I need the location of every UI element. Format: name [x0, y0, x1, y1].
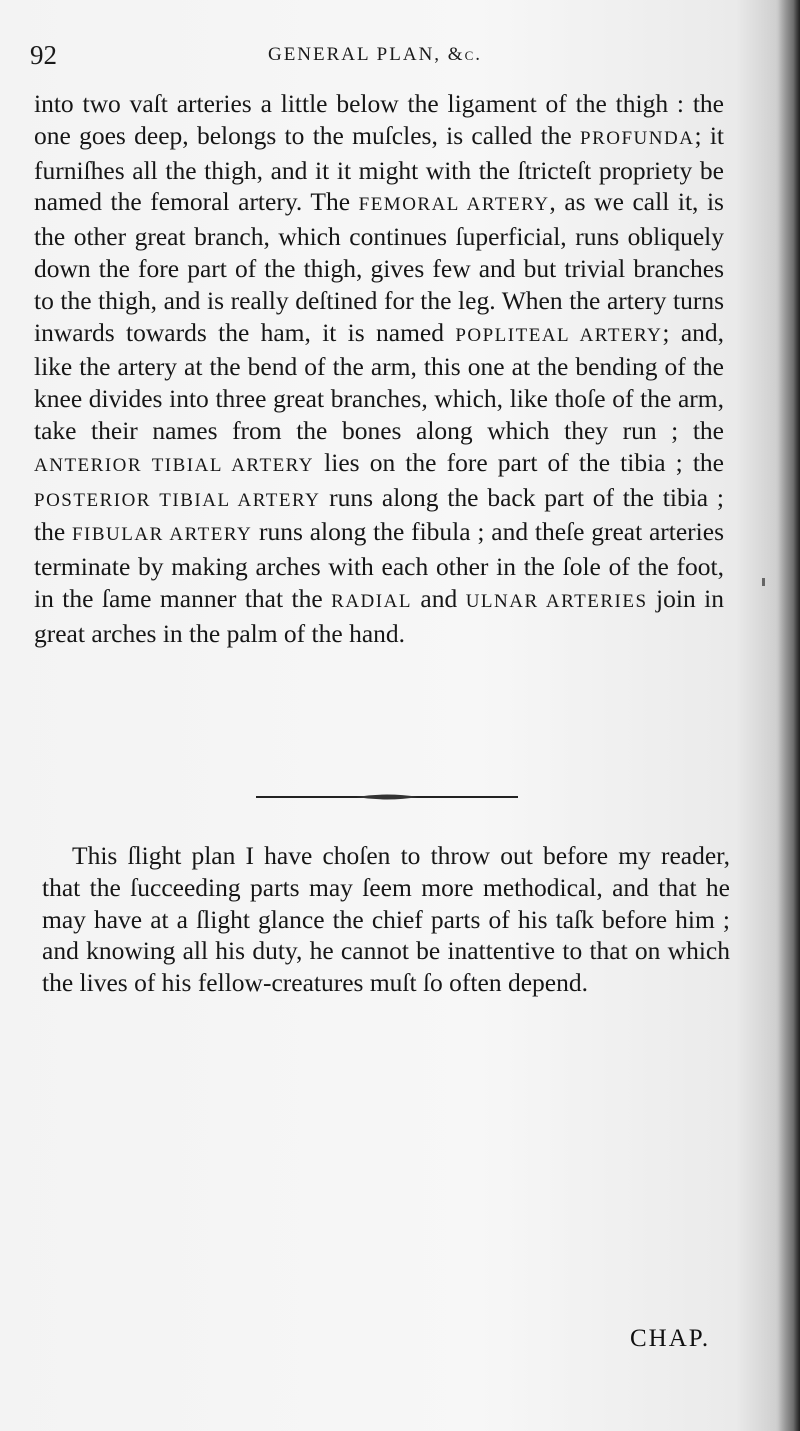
- term-femoral-artery: FEMORAL ARTERY: [358, 194, 550, 216]
- ornamental-rule: [256, 793, 518, 801]
- page-number: 92: [30, 40, 57, 70]
- text-run: , as we call it, is the other great branch, which continues ſuperficial, runs obliquely down the fore part of the thigh, gives few and but trivial branches to the thigh, and is really deſtined for the leg. When the artery turns inwards towards the ham, it is named: [34, 187, 724, 347]
- term-ulnar-arteries: ULNAR ARTERIES: [465, 590, 648, 612]
- term-popliteal-artery: POPLITEAL ARTERY: [455, 324, 663, 346]
- margin-speck: [762, 578, 765, 586]
- catchword: CHAP.: [630, 1325, 711, 1352]
- term-anterior-tibial-artery: ANTERIOR TIBIAL ARTERY: [34, 454, 315, 476]
- text-run: ; and, like the artery at the bend of the arm, this one at the bending of the knee divides into three great branches, which, like thoſe of the arm, take their names from the bones along which they run ; the: [34, 317, 725, 445]
- text-run: runs along the back part of the tibia ; the: [34, 482, 724, 547]
- paragraph-closing: This ſlight plan I have choſen to throw out before my reader, that the ſucceeding parts may ſeem more methodical, and that he may have at a ſlight glance the chief parts of his taſk before him ; and knowing all his duty, he cannot be inattentive to that on which the lives of his fellow-creatures muſt ſo often depend.: [42, 841, 730, 998]
- text-run: join in great arches in the palm of the hand.: [34, 583, 724, 648]
- paragraph-arteries: [34, 88, 724, 650]
- text-run: ; it furniſhes all the thigh, and it it might with the ſtricteſt propriety be named the femoral artery. The: [34, 120, 724, 217]
- text-run: and: [411, 583, 466, 613]
- term-fibular-artery: FIBULAR ARTERY: [71, 524, 253, 546]
- running-title: GENERAL PLAN, &c.: [267, 44, 482, 65]
- term-posterior-tibial-artery: POSTERIOR TIBIAL ARTERY: [34, 489, 321, 511]
- term-radial: RADIAL: [331, 590, 412, 612]
- page-edge-shadow: [778, 0, 800, 1431]
- term-profunda: PROFUNDA: [580, 127, 695, 149]
- text-run: into two vaſt arteries a little below the ligament of the thigh : the one goes deep, belongs to the muſcles, is called the: [34, 89, 724, 150]
- running-head: [30, 38, 720, 78]
- text-run: runs along the fibula ; and theſe great arteries terminate by making arches with each other in the ſole of the foot, in the ſame manner that the: [34, 517, 724, 613]
- text-run: lies on the fore part of the tibia ; the: [314, 447, 724, 477]
